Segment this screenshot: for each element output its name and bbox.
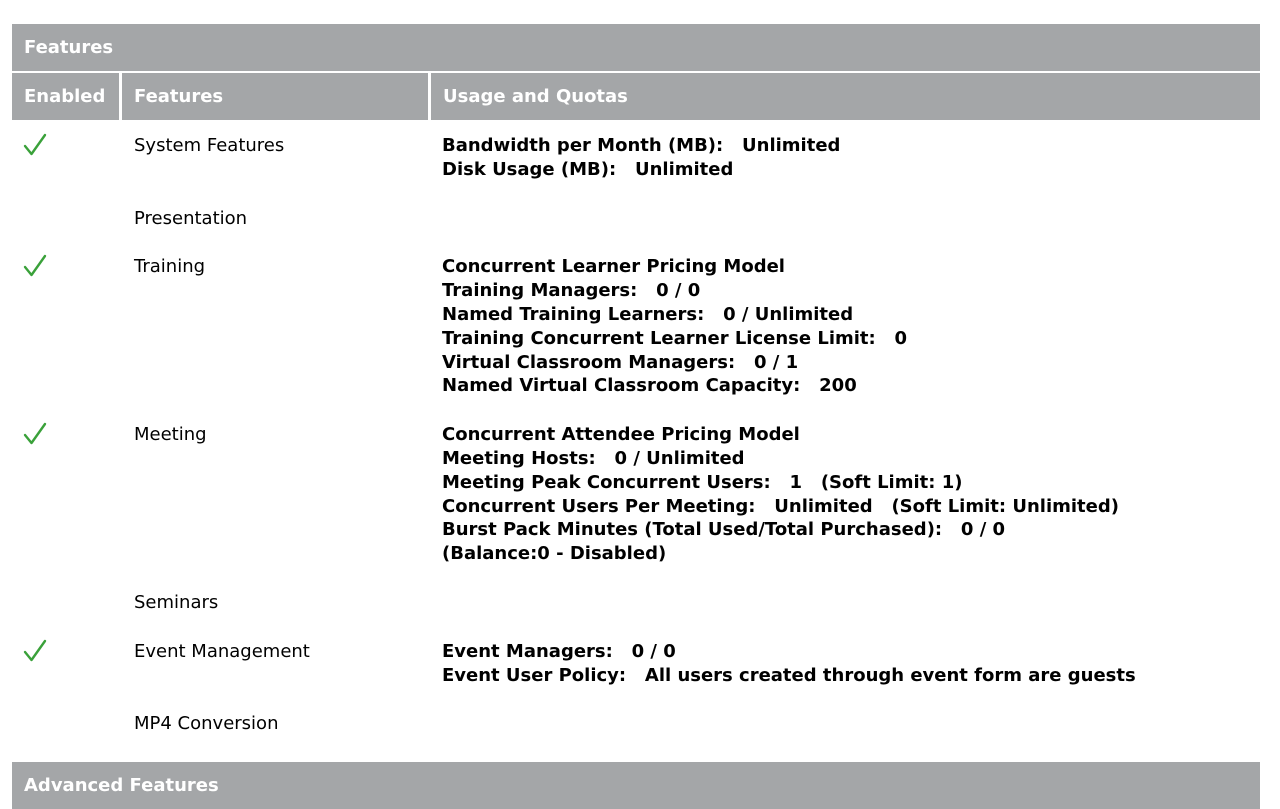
feature-row bbox=[12, 577, 1260, 626]
usage-line: Concurrent Learner Pricing Model bbox=[442, 256, 785, 278]
usage-line: Training Managers: 0 / 0 bbox=[442, 280, 701, 302]
usage-line: Meeting Hosts: 0 / Unlimited bbox=[442, 447, 745, 469]
feature-name: Training bbox=[134, 256, 206, 278]
feature-row bbox=[12, 241, 1260, 409]
enabled-cell bbox=[12, 626, 122, 656]
feature-row bbox=[12, 626, 1260, 699]
usage-line: Virtual Classroom Managers: 0 / 1 bbox=[442, 351, 799, 373]
checkmark-icon bbox=[22, 132, 122, 158]
feature-name: Presentation bbox=[134, 207, 248, 229]
feature-rows bbox=[12, 120, 1260, 747]
features-section-title: Features bbox=[12, 24, 1260, 71]
enabled-cell bbox=[12, 698, 122, 728]
enabled-cell bbox=[12, 241, 122, 271]
usage-quotas bbox=[430, 120, 1260, 182]
feature-name: System Features bbox=[134, 135, 285, 156]
enabled-cell bbox=[12, 120, 122, 150]
column-header-row bbox=[12, 73, 1260, 120]
usage-line: Meeting Peak Concurrent Users: 1 (Soft Limit: 1) bbox=[442, 471, 963, 493]
feature-name: Event Management bbox=[134, 640, 310, 662]
feature-name: Meeting bbox=[134, 424, 207, 446]
checkmark-icon bbox=[22, 253, 122, 279]
usage-line: Training Concurrent Learner License Limit: 0 bbox=[442, 327, 908, 349]
column-header-usage: Usage and Quotas bbox=[431, 73, 1260, 120]
usage-line: Named Training Learners: 0 / Unlimited bbox=[442, 303, 854, 325]
column-header-enabled: Enabled bbox=[12, 73, 119, 120]
column-header-features: Features bbox=[122, 73, 428, 120]
usage-line: (Balance:0 - Disabled) bbox=[442, 543, 667, 565]
feature-name: Seminars bbox=[134, 591, 219, 613]
usage-line: Burst Pack Minutes (Total Used/Total Purchased): 0 / 0 bbox=[442, 519, 1006, 541]
feature-name: MP4 Conversion bbox=[134, 713, 279, 735]
advanced-features-section-title: Advanced Features bbox=[12, 762, 1260, 809]
enabled-cell bbox=[12, 577, 122, 607]
usage-line: Event User Policy: All users created through event form are guests bbox=[442, 664, 1136, 686]
checkmark-icon bbox=[22, 638, 122, 664]
feature-row bbox=[12, 698, 1260, 747]
usage-quotas bbox=[430, 193, 1260, 207]
usage-line: Concurrent Users Per Meeting: Unlimited (Soft Limit: Unlimited) bbox=[442, 495, 1119, 517]
feature-row bbox=[12, 120, 1260, 193]
usage-quotas bbox=[430, 409, 1260, 566]
usage-line: Named Virtual Classroom Capacity: 200 bbox=[442, 375, 857, 397]
usage-line: Concurrent Attendee Pricing Model bbox=[442, 424, 800, 446]
usage-line: Disk Usage (MB): Unlimited bbox=[442, 158, 734, 180]
usage-line: Bandwidth per Month (MB): Unlimited bbox=[442, 135, 841, 156]
checkmark-icon bbox=[22, 421, 122, 447]
usage-quotas bbox=[430, 698, 1260, 712]
usage-line: Event Managers: 0 / 0 bbox=[442, 640, 676, 662]
usage-quotas bbox=[430, 241, 1260, 398]
feature-row bbox=[12, 193, 1260, 242]
enabled-cell bbox=[12, 193, 122, 223]
usage-quotas bbox=[430, 577, 1260, 591]
enabled-cell bbox=[12, 409, 122, 439]
usage-quotas bbox=[430, 626, 1260, 688]
feature-row bbox=[12, 409, 1260, 577]
features-table bbox=[12, 24, 1260, 747]
